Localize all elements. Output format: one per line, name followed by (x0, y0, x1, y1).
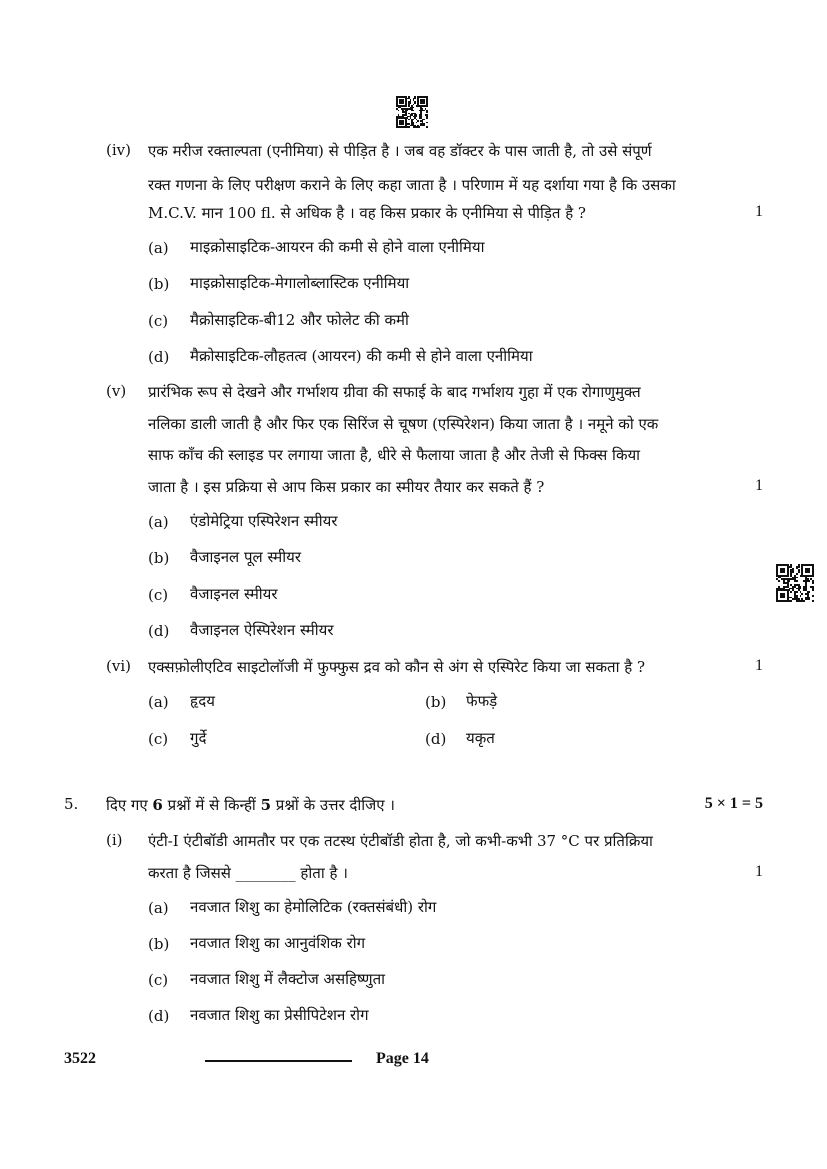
option-label: (b) (425, 693, 447, 711)
section-instruction (106, 795, 395, 815)
marks: 1 (755, 863, 763, 880)
question-number: (v) (106, 382, 127, 400)
question-number: (vi) (106, 657, 131, 675)
option-text: नवजात शिशु का आनुवंशिक रोग (190, 934, 366, 952)
option-text: गुर्दे (190, 729, 207, 747)
option-label: (a) (148, 693, 169, 711)
option-text: मैक्रोसाइटिक-लौहतत्व (आयरन) की कमी से होने वाला एनीमिया (190, 347, 533, 365)
option-text: नवजात शिशु का प्रेसीपिटेशन रोग (190, 1006, 369, 1024)
option-text: नवजात शिशु में लैक्टोज असहिष्णुता (190, 970, 386, 988)
option-label: (c) (148, 312, 169, 330)
option-text: फेफड़े (466, 692, 498, 710)
option-label: (b) (148, 935, 170, 953)
section-number: 5. (64, 795, 79, 813)
option-label: (b) (148, 275, 170, 293)
option-label: (d) (148, 622, 170, 640)
option-label: (a) (148, 239, 169, 257)
marks: 1 (755, 203, 763, 220)
question-text-line: प्रारंभिक रूप से देखने और गर्भाशय ग्रीवा की सफाई के बाद गर्भाशय गुहा में एक रोगाणुमुक्त (148, 383, 641, 401)
marks: 1 (755, 657, 763, 674)
option-text: हृदय (190, 692, 215, 710)
option-label: (b) (148, 549, 170, 567)
option-label: (a) (148, 899, 169, 917)
question-text-line: नलिका डाली जाती है और फिर एक सिरिंज से चूषण (एस्पिरेशन) किया जाता है । नमूने को एक (148, 415, 659, 433)
option-label: (d) (148, 348, 170, 366)
option-text: माइक्रोसाइटिक-मेगालोब्लास्टिक एनीमिया (190, 274, 410, 292)
option-text: एंडोमेट्रिया एस्पिरेशन स्मीयर (190, 512, 338, 530)
option-text: माइक्रोसाइटिक-आयरन की कमी से होने वाला एनीमिया (190, 238, 485, 256)
paper-code: 3522 (64, 1050, 96, 1067)
question-number: (i) (106, 831, 123, 849)
section-marks: 5 × 1 = 5 (704, 795, 763, 812)
option-label: (c) (148, 730, 169, 748)
option-text: मैक्रोसाइटिक-बी12 और फोलेट की कमी (190, 311, 409, 329)
option-label: (a) (148, 513, 169, 531)
option-text: वैजाइनल ऐस्पिरेशन स्मीयर (190, 621, 334, 639)
question-text-line: जाता है । इस प्रक्रिया से आप किस प्रकार का स्मीयर तैयार कर सकते हैं ? (148, 478, 545, 496)
option-text: वैजाइनल स्मीयर (190, 585, 278, 603)
footer-divider (205, 1060, 352, 1062)
option-text: वैजाइनल पूल स्मीयर (190, 548, 301, 566)
option-label: (c) (148, 971, 169, 989)
question-text-line: एंटी-I एंटीबॉडी आमतौर पर एक तटस्थ एंटीबॉडी होता है, जो कभी-कभी 37 °C पर प्रतिक्रिया (148, 832, 653, 850)
question-text-line: करता है जिससे ________ होता है । (148, 864, 348, 882)
question-text-line: M.C.V. मान 100 fl. से अधिक है । वह किस प्रकार के एनीमिया से पीड़ित है ? (148, 204, 586, 222)
instruction-text: प्रश्नों में से किन्हीं (162, 796, 261, 814)
question-text-line: एक मरीज रक्ताल्पता (एनीमिया) से पीड़ित है । जब वह डॉक्टर के पास जाती है, तो उसे संपूर्ण (148, 142, 652, 160)
question-text-line: रक्त गणना के लिए परीक्षण कराने के लिए कहा जाता है । परिणाम में यह दर्शाया गया है कि उसका (148, 176, 676, 194)
marks: 1 (755, 477, 763, 494)
qr-code-top (396, 96, 428, 128)
instruction-count: 5 (260, 796, 272, 814)
instruction-count: 6 (152, 796, 163, 814)
question-text-line: साफ काँच की स्लाइड पर लगाया जाता है, धीरे से फैलाया जाता है और तेजी से फिक्स किया (148, 446, 641, 464)
option-text: नवजात शिशु का हेमोलिटिक (रक्तसंबंधी) रोग (190, 898, 437, 916)
option-text: यकृत (466, 729, 495, 747)
question-number: (iv) (106, 141, 131, 159)
option-label: (d) (425, 730, 447, 748)
page-number: Page 14 (376, 1050, 429, 1067)
qr-code-side (776, 564, 814, 602)
option-label: (d) (148, 1007, 170, 1025)
instruction-text: प्रश्नों के उत्तर दीजिए । (271, 796, 395, 814)
question-text-line: एक्सफ़ोलीएटिव साइटोलॉजी में फुफ्फुस द्रव को कौन से अंग से एस्पिरेट किया जा सकता है ? (148, 658, 646, 676)
instruction-text: दिए गए (106, 796, 153, 814)
option-label: (c) (148, 586, 169, 604)
